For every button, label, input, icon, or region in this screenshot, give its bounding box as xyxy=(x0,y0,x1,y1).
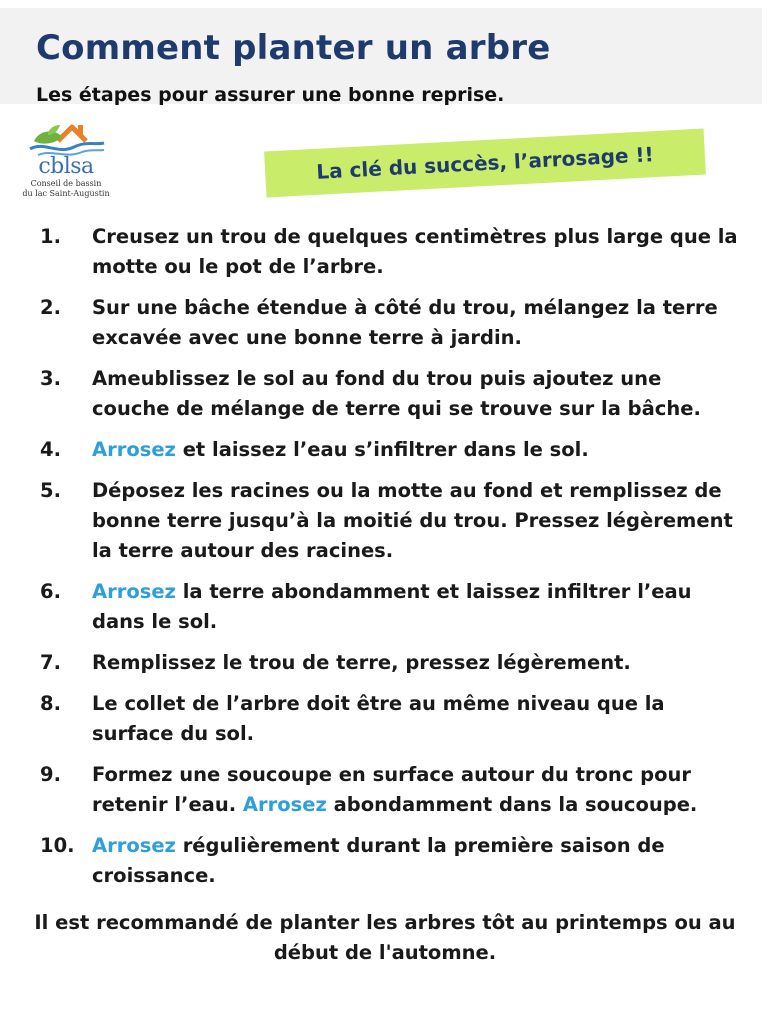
step-text: Sur une bâche étendue à côté du trou, mélangez la terre excavée avec une bonne terre à jardin. xyxy=(92,296,718,349)
step-number: 7. xyxy=(40,651,61,674)
step-number: 1. xyxy=(40,225,61,248)
logo-house-leaf-icon xyxy=(28,119,106,159)
step-text xyxy=(92,435,740,465)
list-item xyxy=(40,222,740,282)
steps-list xyxy=(40,222,740,902)
step-number: 10. xyxy=(40,834,75,857)
list-item xyxy=(40,364,740,424)
step-text: Déposez les racines ou la motte au fond et remplissez de bonne terre jusqu’à la moitié du trou. Pressez légèrement la terre autour des racines. xyxy=(92,479,733,562)
list-item xyxy=(40,760,740,820)
step-text: Le collet de l’arbre doit être au même niveau que la surface du sol. xyxy=(92,692,665,745)
header-band xyxy=(0,8,762,104)
step-number: 3. xyxy=(40,367,61,390)
step-number: 9. xyxy=(40,763,61,786)
step-text-rest: la terre abondamment et laissez infiltrer l’eau dans le sol. xyxy=(92,580,692,633)
step-number: 8. xyxy=(40,692,61,715)
step-text: Remplissez le trou de terre, pressez légèrement. xyxy=(92,651,631,674)
highlight-badge xyxy=(264,129,706,198)
list-item xyxy=(40,293,740,353)
water-emphasis: Arrosez xyxy=(92,834,176,857)
cblsa-logo xyxy=(18,115,112,211)
logo-caption-line-1: Conseil de bassin xyxy=(30,179,102,188)
logo-wordmark: cblsa xyxy=(38,154,94,179)
page-title: Comment planter un arbre xyxy=(36,28,551,68)
step-number: 5. xyxy=(40,479,61,502)
step-text-rest: abondamment dans la soucoupe. xyxy=(326,793,698,816)
logo-caption xyxy=(18,179,114,199)
step-number: 4. xyxy=(40,438,61,461)
step-text xyxy=(92,831,740,891)
badge-text: La clé du succès, l’arrosage !! xyxy=(315,142,655,184)
list-item xyxy=(40,648,740,678)
page-subtitle: Les étapes pour assurer une bonne reprise. xyxy=(36,84,505,106)
step-number: 2. xyxy=(40,296,61,319)
water-emphasis: Arrosez xyxy=(92,438,176,461)
list-item xyxy=(40,476,740,566)
list-item xyxy=(40,831,740,891)
list-item xyxy=(40,577,740,637)
step-text: Ameublissez le sol au fond du trou puis ajoutez une couche de mélange de terre qui se trouve sur la bâche. xyxy=(92,367,701,420)
step-text: Creusez un trou de quelques centimètres plus large que la motte ou le pot de l’arbre. xyxy=(92,225,738,278)
step-text-pre: Formez une soucoupe en surface autour du tronc pour retenir l’eau. xyxy=(92,763,692,816)
water-emphasis: Arrosez xyxy=(242,793,327,816)
water-emphasis: Arrosez xyxy=(92,580,176,603)
step-text xyxy=(92,760,740,820)
step-text-rest: et laissez l’eau s’infiltrer dans le sol. xyxy=(175,438,589,461)
step-number: 6. xyxy=(40,580,61,603)
step-text-rest: régulièrement durant la première saison de croissance. xyxy=(92,834,665,887)
footer-note: Il est recommandé de planter les arbres tôt au printemps ou au début de l'automne. xyxy=(34,911,736,964)
list-item xyxy=(40,435,740,465)
logo-caption-line-2: du lac Saint-Augustin xyxy=(22,189,110,198)
list-item xyxy=(40,689,740,749)
step-text xyxy=(92,577,740,637)
